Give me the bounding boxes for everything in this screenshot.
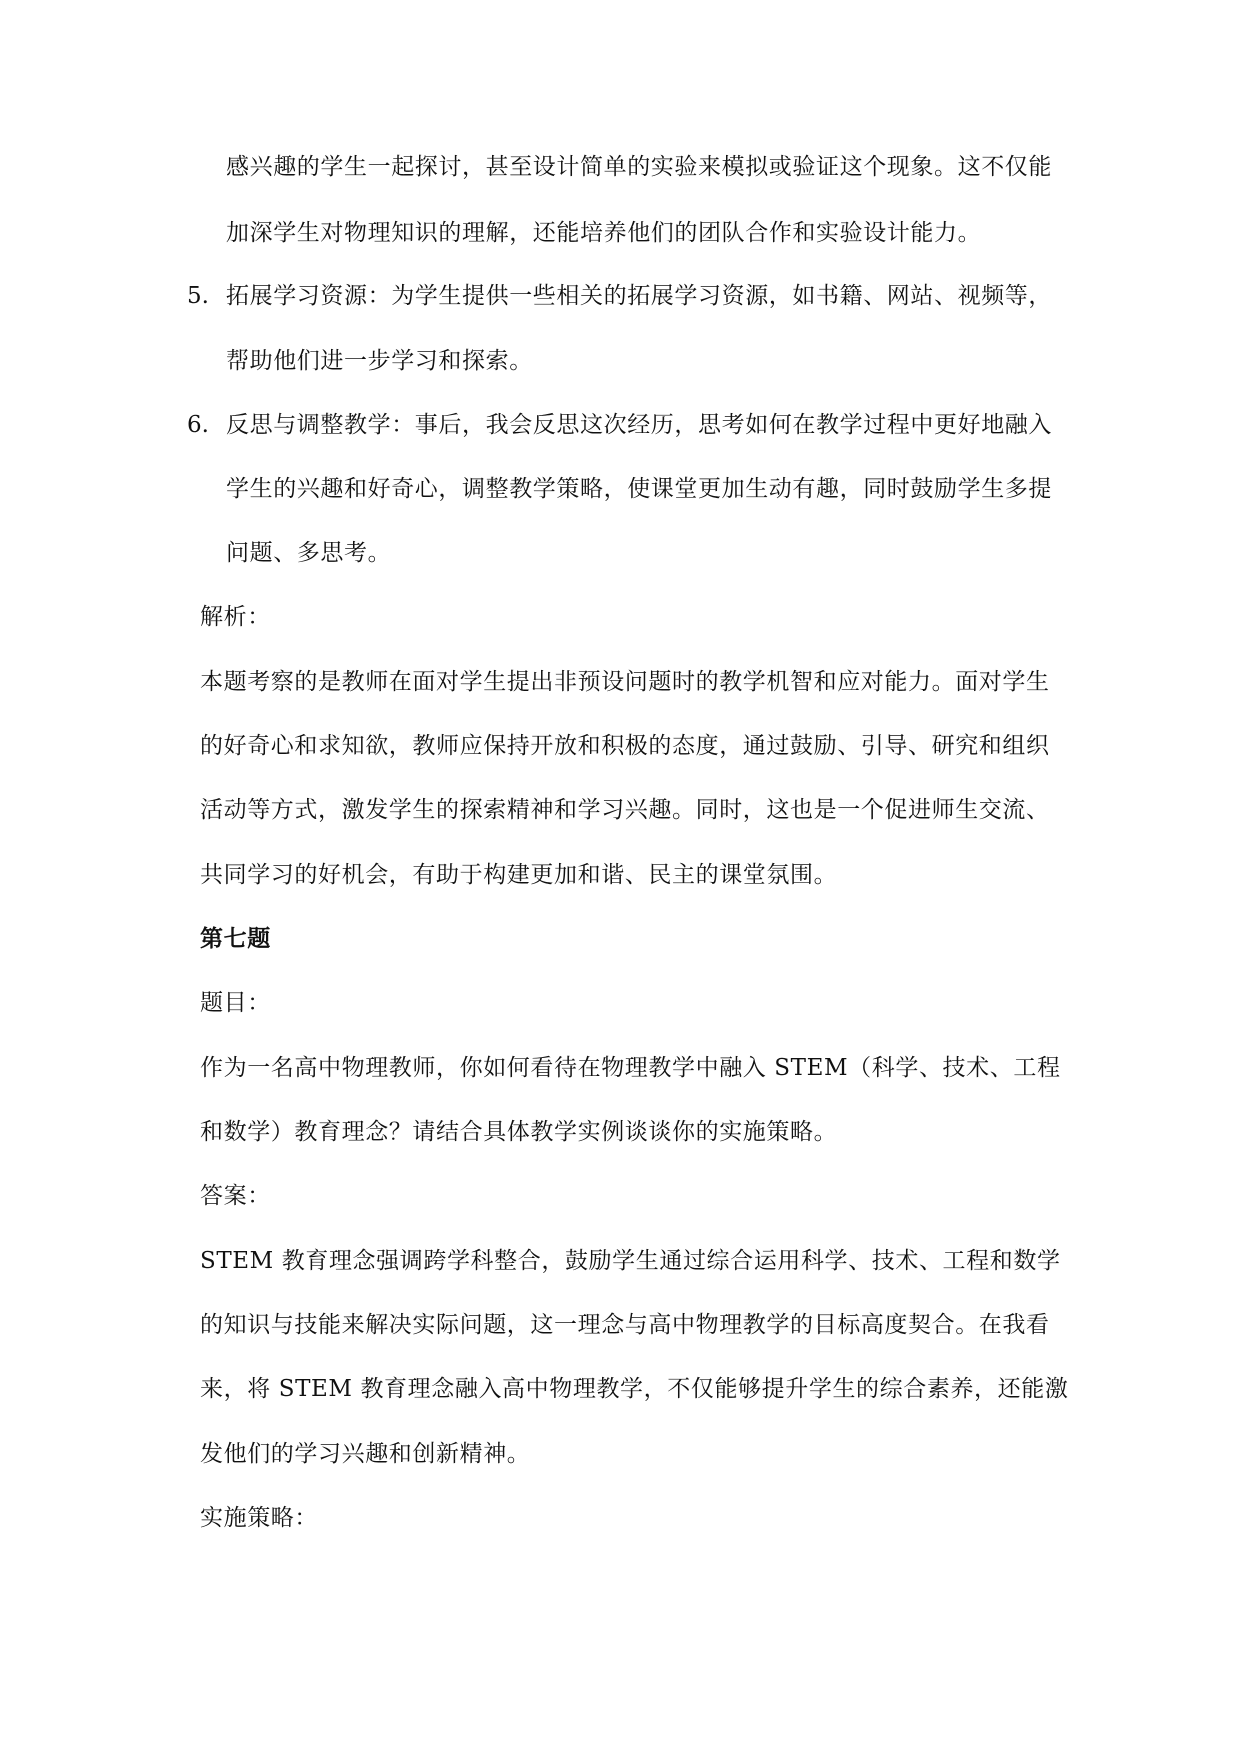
item6-number: 6. [187,412,209,438]
question7-heading: 第七题 [200,925,271,952]
analysis-label: 解析： [200,604,271,630]
item4-continuation-line2: 加深学生对物理知识的理解，还能培养他们的团队合作和实验设计能力。 [226,220,982,246]
item5-number: 5. [187,283,209,309]
item6-line1: 反思与调整教学：事后，我会反思这次经历，思考如何在教学过程中更好地融入 [226,412,1052,438]
question-line2: 和数学）教育理念？请结合具体教学实例谈谈你的实施策略。 [200,1119,838,1145]
analysis-line3: 活动等方式，激发学生的探索精神和学习兴趣。同时，这也是一个促进师生交流、 [200,797,1050,823]
answer-line2: 的知识与技能来解决实际问题，这一理念与高中物理教学的目标高度契合。在我看 [200,1312,1050,1338]
answer-line4: 发他们的学习兴趣和创新精神。 [200,1441,531,1467]
answer-line1: STEM 教育理念强调跨学科整合，鼓励学生通过综合运用科学、技术、工程和数学 [200,1248,1061,1274]
answer-label: 答案： [200,1183,271,1209]
question-line1: 作为一名高中物理教师，你如何看待在物理教学中融入 STEM（科学、技术、工程 [200,1055,1061,1081]
analysis-line2: 的好奇心和求知欲，教师应保持开放和积极的态度，通过鼓励、引导、研究和组织 [200,733,1050,759]
question-label: 题目： [200,990,271,1016]
analysis-line4: 共同学习的好机会，有助于构建更加和谐、民主的课堂氛围。 [200,862,838,888]
answer-line3: 来，将 STEM 教育理念融入高中物理教学，不仅能够提升学生的综合素养，还能激 [200,1376,1069,1402]
item6-line3: 问题、多思考。 [226,540,392,566]
item4-continuation-line1: 感兴趣的学生一起探讨，甚至设计简单的实验来模拟或验证这个现象。这不仅能 [226,154,1052,180]
strategy-label: 实施策略： [200,1505,318,1531]
item5-line2: 帮助他们进一步学习和探索。 [226,348,533,374]
analysis-line1: 本题考察的是教师在面对学生提出非预设问题时的教学机智和应对能力。面对学生 [200,669,1050,695]
item6-line2: 学生的兴趣和好奇心，调整教学策略，使课堂更加生动有趣，同时鼓励学生多提 [226,476,1052,502]
item5-line1: 拓展学习资源：为学生提供一些相关的拓展学习资源，如书籍、网站、视频等， [226,283,1052,309]
